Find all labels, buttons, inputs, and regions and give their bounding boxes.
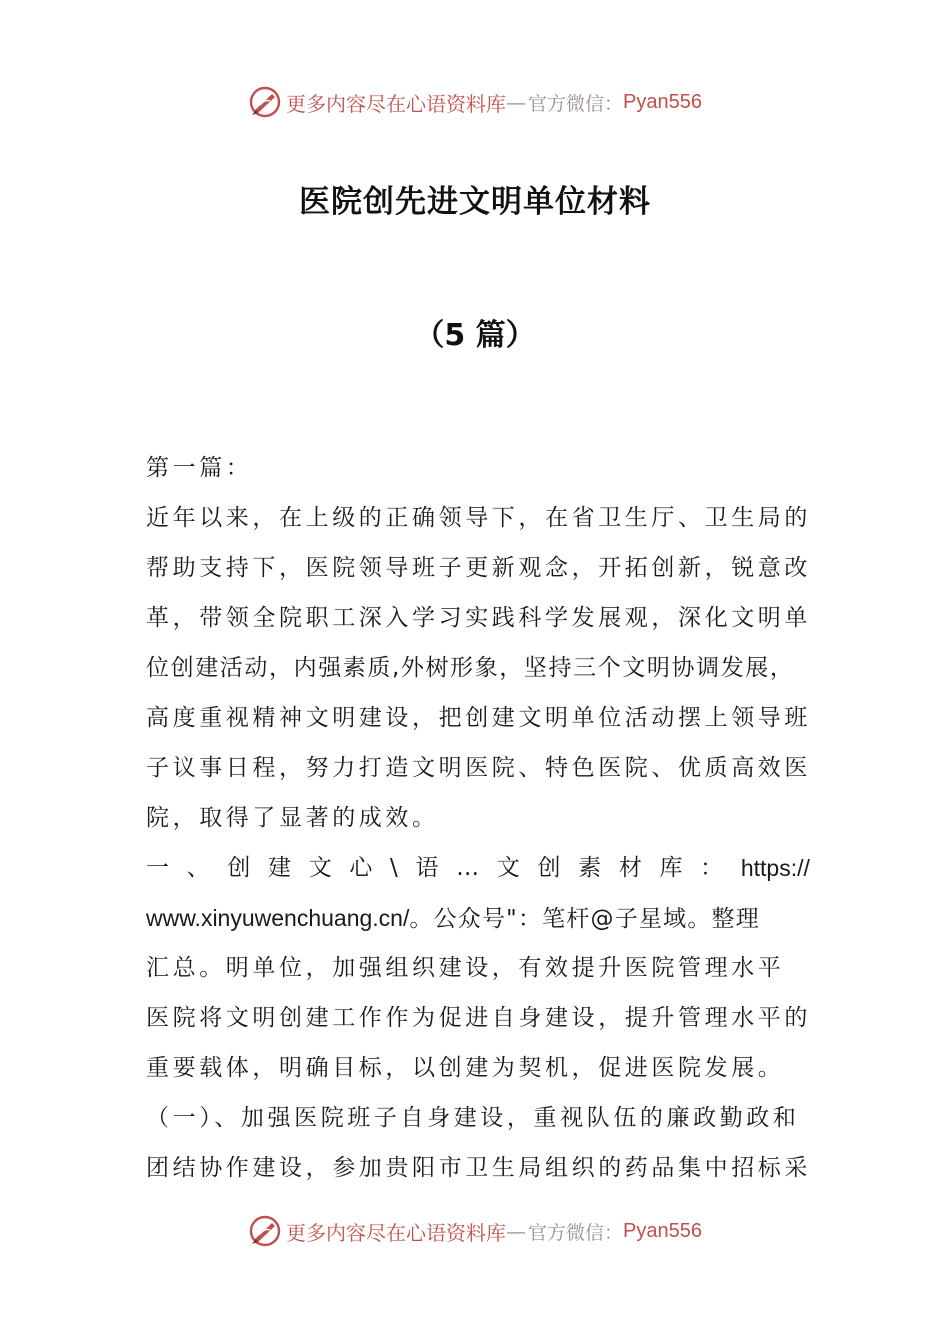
pen-logo-icon	[248, 85, 282, 119]
paragraph-line: 医院将文明创建工作作为促进自身建设，提升管理水平的	[146, 1005, 811, 1031]
spaced-char: 素	[578, 855, 602, 881]
paragraph-line: 帮助支持下，医院领导班子更新观念，开拓创新，锐意改	[146, 555, 811, 581]
spaced-line	[146, 853, 810, 883]
paragraph-line: 团结协作建设，参加贵阳市卫生局组织的药品集中招标采	[146, 1155, 811, 1181]
spaced-char: 材	[618, 855, 642, 881]
spaced-char: 语	[415, 855, 439, 881]
spaced-char: 创	[537, 855, 561, 881]
spaced-char: 心	[349, 855, 373, 881]
spaced-char: 、	[186, 855, 210, 881]
paragraph-text: 。公众号"：笔杆@子星域。整理	[409, 906, 760, 932]
banner-wechat-id: Pyan556	[623, 1219, 702, 1242]
spaced-char: ：	[700, 855, 724, 881]
banner-separator: —	[506, 90, 526, 114]
paragraph-line: 高度重视精神文明建设，把创建文明单位活动摆上领导班	[146, 705, 811, 731]
paragraph-line: （一）、加强医院班子自身建设，重视队伍的廉政勤政和	[146, 1105, 800, 1131]
banner-separator: —	[506, 1219, 526, 1243]
footer-banner	[0, 1211, 950, 1251]
spaced-char: 创	[227, 855, 251, 881]
section-heading: 第一篇：	[146, 455, 253, 481]
banner-slogan: 更多内容尽在心语资料库	[286, 91, 506, 116]
spaced-char: 库	[659, 855, 683, 881]
paragraph-line: 院，取得了显著的成效。	[146, 805, 439, 831]
paragraph-line: 子议事日程，努力打造文明医院、特色医院、优质高效医	[146, 755, 811, 781]
paragraph-line: 近年以来，在上级的正确领导下，在省卫生厅、卫生局的	[146, 505, 811, 531]
url-fragment: https://	[740, 855, 810, 881]
spaced-char: 文	[308, 855, 332, 881]
banner-slogan: 更多内容尽在心语资料库	[286, 1220, 506, 1245]
spaced-char: 一	[146, 855, 169, 881]
paragraph-line: 革，带领全院职工深入学习实践科学发展观，深化文明单	[146, 605, 811, 631]
spaced-char: …	[456, 855, 480, 881]
paragraph-line	[146, 903, 760, 933]
paragraph-line: 汇总。明单位，加强组织建设，有效提升医院管理水平	[146, 955, 785, 981]
banner-wechat-label: 官方微信：	[528, 1221, 624, 1244]
banner-wechat-label: 官方微信：	[528, 92, 624, 115]
spaced-char: 建	[268, 855, 292, 881]
document-title: 医院创先进文明单位材料	[299, 184, 651, 220]
header-banner	[0, 82, 950, 122]
paragraph-line: 位创建活动，内强素质,外树形象，坚持三个文明协调发展，	[146, 655, 795, 681]
paragraph-line: 重要载体，明确目标，以创建为契机，促进医院发展。	[146, 1055, 785, 1081]
spaced-char: \	[390, 855, 398, 881]
banner-wechat-id: Pyan556	[623, 90, 702, 113]
document-subtitle: （5 篇）	[414, 318, 536, 353]
spaced-char: 文	[496, 855, 520, 881]
url-text: www.xinyuwenchuang.cn/	[146, 905, 410, 931]
pen-logo-icon	[248, 1214, 282, 1248]
